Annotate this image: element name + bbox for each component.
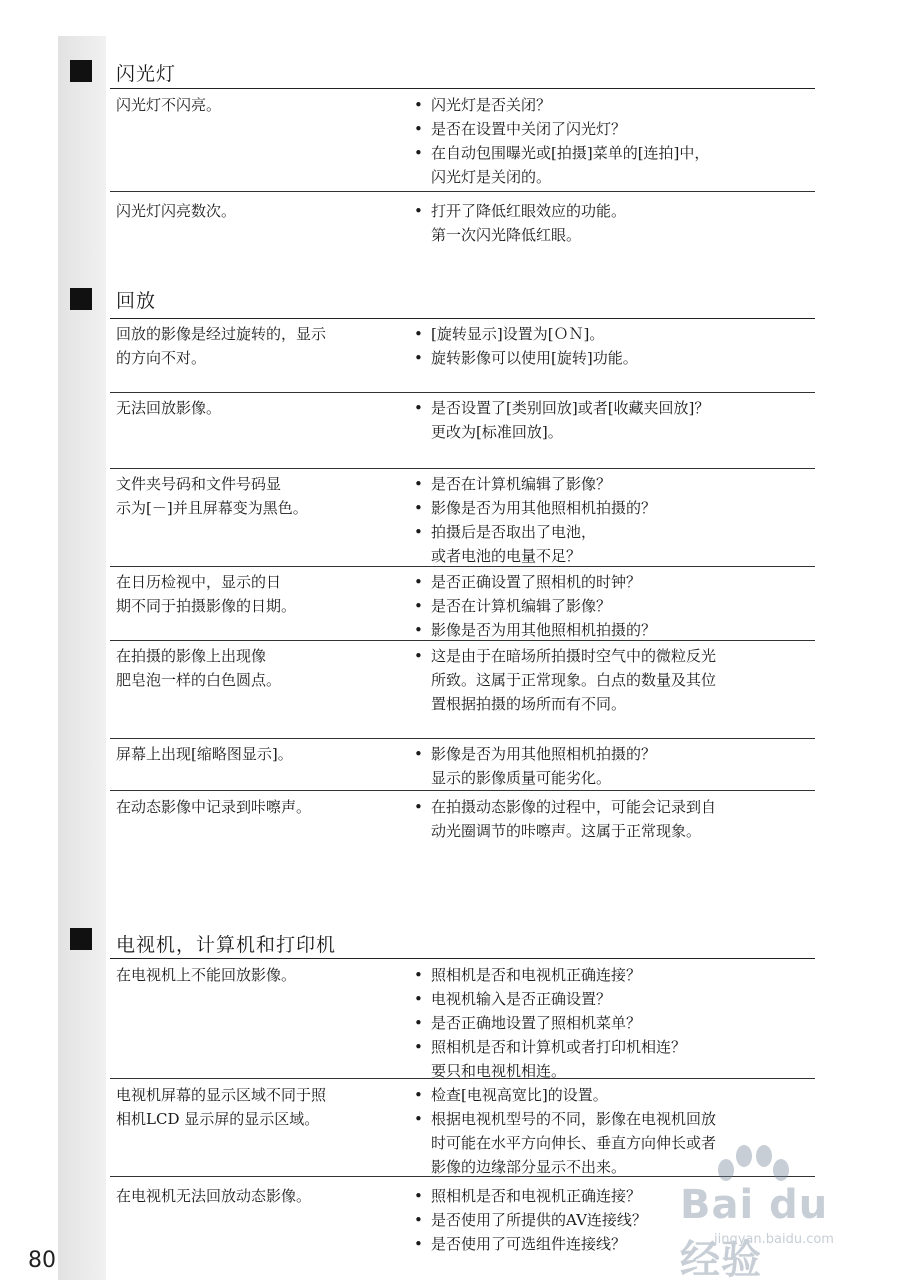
section-title: 回放 — [116, 290, 157, 312]
solution-list — [412, 644, 812, 716]
problem-text: 在电视机无法回放动态影像。 — [116, 1187, 312, 1205]
problem-text: 闪光灯闪亮数次。 — [116, 202, 237, 220]
solution-list — [412, 199, 812, 247]
page-number: 80 — [28, 1248, 56, 1273]
solution-item: • 在拍摄动态影像的过程中，可能会记录到自 动光圈调节的咔嚓声。这属于正常现象。 — [412, 795, 812, 843]
problem-text: 在日历检视中，显示的日 期不同于拍摄影像的日期。 — [116, 573, 297, 615]
solution-item: • 在自动包围曝光或[拍摄]菜单的[连拍]中， 闪光灯是关闭的。 — [412, 141, 812, 189]
problem-text: 在拍摄的影像上出现像 肥皂泡一样的白色圆点。 — [116, 647, 282, 689]
row-divider — [110, 88, 815, 89]
section-marker-icon — [70, 288, 92, 310]
solution-item: • 是否正确地设置了照相机菜单？ — [412, 1011, 812, 1035]
row-divider — [110, 318, 815, 319]
solution-item: • 是否设置了[类别回放]或者[收藏夹回放]？ 更改为[标准回放]。 — [412, 396, 812, 444]
row-divider — [110, 191, 815, 192]
solution-item: • 打开了降低红眼效应的功能。 第一次闪光降低红眼。 — [412, 199, 812, 247]
solution-list — [412, 322, 812, 370]
problem-text: 回放的影像是经过旋转的，显示 的方向不对。 — [116, 325, 327, 367]
row-divider — [110, 468, 815, 469]
solution-item: • 根据电视机型号的不同，影像在电视机回放 时可能在水平方向伸长、垂直方向伸长或者 影像的边缘部分显示不出来。 — [412, 1107, 812, 1179]
solution-item: • 照相机是否和电视机正确连接？ — [412, 1184, 812, 1208]
section-marker-icon — [70, 928, 92, 950]
problem-text: 电视机屏幕的显示区域不同于照 相机LCD 显示屏的显示区域。 — [116, 1086, 327, 1128]
solution-list — [412, 570, 812, 642]
problem-text: 在动态影像中记录到咔嚓声。 — [116, 798, 312, 816]
solution-item: • 旋转影像可以使用[旋转]功能。 — [412, 346, 812, 370]
problem-text: 文件夹号码和文件号码显 示为[－]并且屏幕变为黑色。 — [116, 475, 308, 517]
solution-list — [412, 742, 812, 790]
solution-list — [412, 795, 812, 843]
solution-item: • 是否使用了可选组件连接线？ — [412, 1232, 812, 1256]
row-divider — [110, 1078, 815, 1079]
solution-item: • 电视机输入是否正确设置？ — [412, 987, 812, 1011]
solution-item: • 闪光灯是否关闭？ — [412, 93, 812, 117]
solution-item: • 影像是否为用其他照相机拍摄的？ — [412, 618, 812, 642]
section-title: 闪光灯 — [116, 63, 177, 85]
problem-text: 闪光灯不闪亮。 — [116, 96, 222, 114]
row-divider — [110, 958, 815, 959]
problem-text: 在电视机上不能回放影像。 — [116, 966, 297, 984]
row-divider — [110, 392, 815, 393]
solution-list — [412, 93, 812, 189]
problem-text: 屏幕上出现[缩略图显示]。 — [116, 745, 293, 763]
row-divider — [110, 790, 815, 791]
solution-item: • 照相机是否和电视机正确连接？ — [412, 963, 812, 987]
watermark-url: jingyan.baidu.com — [714, 1232, 834, 1247]
solution-list — [412, 472, 812, 568]
watermark-text: Bai du 经验 — [680, 1182, 829, 1283]
solution-item: • 是否在计算机编辑了影像？ — [412, 594, 812, 618]
solution-list — [412, 396, 812, 444]
row-divider — [110, 738, 815, 739]
solution-item: • 影像是否为用其他照相机拍摄的？ 显示的影像质量可能劣化。 — [412, 742, 812, 790]
side-bar — [58, 36, 106, 1280]
solution-item: • 是否在计算机编辑了影像？ — [412, 472, 812, 496]
solution-item: • 是否使用了所提供的AV连接线？ — [412, 1208, 812, 1232]
baidu-watermark — [640, 1140, 870, 1283]
solution-item: • 拍摄后是否取出了电池， 或者电池的电量不足？ — [412, 520, 812, 568]
solution-item: • 照相机是否和计算机或者打印机相连？ 要只和电视机相连。 — [412, 1035, 812, 1083]
problem-text: 无法回放影像。 — [116, 399, 222, 417]
solution-item: • 是否在设置中关闭了闪光灯？ — [412, 117, 812, 141]
solution-item: • [旋转显示]设置为[ＯＮ]。 — [412, 322, 812, 346]
solution-item: • 检查[电视高宽比]的设置。 — [412, 1083, 812, 1107]
section-marker-icon — [70, 60, 92, 82]
solution-list — [412, 963, 812, 1083]
row-divider — [110, 566, 815, 567]
row-divider — [110, 640, 815, 641]
section-title: 电视机，计算机和打印机 — [116, 934, 337, 956]
solution-item: • 这是由于在暗场所拍摄时空气中的微粒反光 所致。这属于正常现象。白点的数量及其位 置根据拍摄的场所而有不同。 — [412, 644, 812, 716]
solution-item: • 影像是否为用其他照相机拍摄的？ — [412, 496, 812, 520]
solution-item: • 是否正确设置了照相机的时钟？ — [412, 570, 812, 594]
